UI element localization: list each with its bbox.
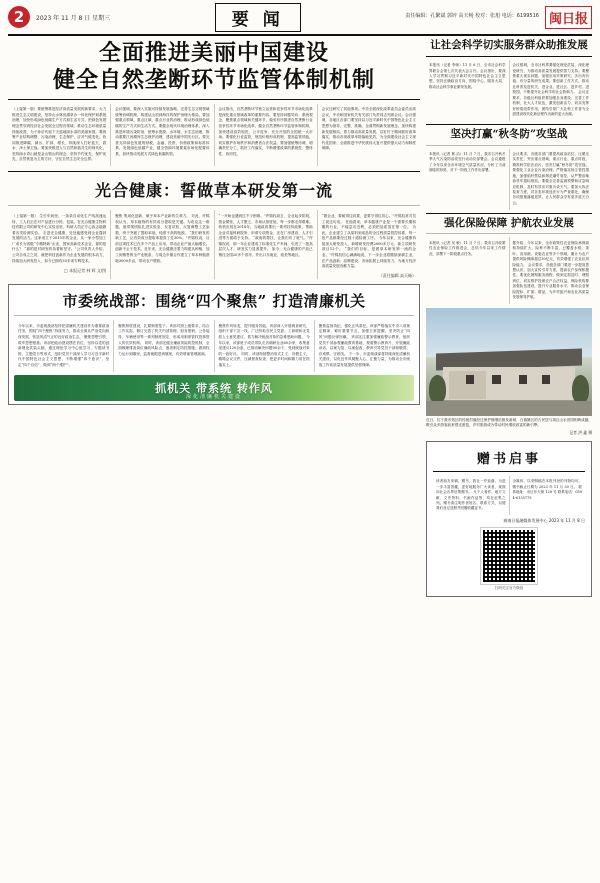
right-paragraph: 本报讯（记者 李师）11 月 6 日，全市社会科学界联合会第七次代表大会召开。会议指出，要深入学习贯彻习近平新时代中国特色社会主义思想，坚持正确政治方向，围绕中心、服务大局，推动社会科学事业繁荣发展。 <box>429 63 506 89</box>
right-paragraph: 会议要求，各级各部门要提高政治站位，压紧压实责任，突出重点领域、重点行业、重点时段，精准科学依法治污，坚决打赢“秋冬防”攻坚战。要强化工业企业污染治理，严格落实扬尘管控措施，加强秸秆禁烧和烟花爆竹管控，从严整治柴油货车超标排放。要健全完善监测预警和应急响应机制，及时有效应对重污染天气。要加大执法检查力度，对各类环境违法行为严查重处，确保各项措施落地见效，让人民群众享有更多蓝天白云。 <box>512 152 589 205</box>
photo-tree-shape <box>572 375 589 403</box>
right-paragraph: 本报讯（记者 林 洁）11 月 7 日，我市召开秋冬季大气污染防治攻坚行动动员部署会。会议通报了今年以来全市环境空气质量状况，分析了当前面临的形势，对下一阶段工作作出部署。 <box>429 152 506 173</box>
qr-caption: 扫码关注官方微信 <box>494 586 524 591</box>
feature-byline: □ 本报记者 林 辉 文/图 <box>64 267 107 273</box>
right-article-3 <box>426 217 592 304</box>
lead-body-columns <box>8 104 420 167</box>
photo-credit: 记者 洪 鑫 摄 <box>569 429 592 435</box>
feature-headline: 光合健康：誓做草本研发第一流 <box>94 181 333 201</box>
feature-paragraph: 聚焦 集成化创新，赋予草本产业新的生命力。 对此，许锦权认为，草本植物的有效成分提取是关键。为攻克这一难题，他带领团队扎进实验室，反复试验、反复调整工艺参数，终于突破了提取率低、纯度不高的瓶颈。 “我们研发的新工艺，让有效成分提取率提高了近30%。”许锦权说，目前这项技术已在多个产品上应用，带动企业产值大幅增长。 创新不止于技术。近年来，光合健康还着力构建从种植、加工到销售的全产业链条，与周边乡镇合作建立了草本种植基地3000多亩，带动农户增收。 <box>115 214 210 263</box>
divider <box>8 205 420 206</box>
photo-ground-shape <box>426 401 592 416</box>
notice-paragraph: 读者朋友来稿、赠书，我社一并致谢。为进一步丰富馆藏，更好地服务广大读者，现面向社会各界征集赠书。 凡个人著作、地方文献、文史资料、书画作品等，均在征集之列。赠书请注明作者姓名、联系方式，以便我们登记造册并回赠收藏证书。 <box>436 479 506 511</box>
bottom-paragraph: 聚焦制度建设，扎紧制度笼子。该部对照上级要求，结合工作实际，修订完善了机关内部管理、财务报销、公务接待、车辆使用等一系列制度规定，形成用制度管权管事管人的长效机制。 同时，该部还健全廉政风险防控机制，全面梳理排查岗位廉政风险点，逐项制定防控措施，做到权力运行到哪里，监督就跟进到哪里，有效堵塞管理漏洞。 <box>118 323 210 356</box>
bottom-article <box>8 284 420 405</box>
feature-signature: （责任编辑 高天畅） <box>378 273 416 279</box>
photo-window-shape <box>542 375 550 384</box>
masthead <box>8 0 592 36</box>
bottom-paragraph: 聚焦监督执纪，强化正风肃纪。该部严格落实中央八项规定精神，紧盯重要节点，加强日常提醒，坚决防止“四风”问题反弹回潮。 该部还注重加强廉政警示教育，组织党员干部参观廉政教育基地、观看警示教育片、开展廉政谈话，以案为鉴、以案促改，教育引导党员干部知敬畏、存戒惧、守底线。 下一步，市委统战部将持续深化清廉机关建设，以优良作风凝聚人心、汇聚力量，为推动全市统战工作高质量发展提供坚强保障。 <box>318 323 410 367</box>
photo-window-shape <box>492 375 500 384</box>
masthead-section <box>110 3 405 32</box>
divider <box>426 145 592 146</box>
notice-box <box>426 441 592 598</box>
divider <box>426 124 592 125</box>
photo-caption: 近日，位于我市郊区的传统村落经过保护修缮后焕发新颜，白墙黛瓦的古民居与周边山水田园相映成趣，吸引众多游客前来观光游览，乡村旅游成为带动村民增收致富的新引擎。 <box>426 418 592 428</box>
banner-sub-text: 深化清廉机关建设 <box>185 393 242 400</box>
page-body <box>8 36 592 879</box>
feature-article <box>8 178 420 279</box>
feature-paragraph: “做企业，要耐得住寂寞，更要守得住初心。”许锦权常对员工说这句话。 在他看来，草本健康产业是一个需要长期积累的行业，不能急功近利，必须把品质放在第一位。 为此，企业建立了从原料到成品的全过程质量管控体系，每一批产品都要经过数十道检测工序。 今年以来，光合健康持续加大研发投入，新增研发经费2000多万元，新立项研发项目12个。 “我们的目标，是做草本研发第一流的企业。”许锦权信心满满地说，下一步企业将继续深耕主业，在产品创新、品牌建设、市场拓展上持续发力，为地方经济高质量发展贡献力量。 <box>321 214 416 269</box>
section-title: 要 闻 <box>215 3 301 32</box>
right-article-1-columns <box>426 60 592 121</box>
left-column-area <box>8 36 420 879</box>
notice-paragraph: 全媒体、以采购稿在本报刊登的刊物均可。 赠书截止日期为 2023 年 11 月 30 日。 联系地址：市区东大街 128 号 联系电话：0594-6135779 <box>512 479 582 500</box>
right-paragraph: 会议强调，全市社科界要强化理论武装，深化理论研究，为推动高质量发展提供智力支持。要聚焦重大现实问题，加强应用对策研究，多出有价值、有分量的研究成果。要创新工作方式，推动社科普及进机关、进企业、进社区、进乡村、进校园，不断提升社会科学的社会影响力。 会议还要求，各级社科组织要加强自身建设，完善工作机制，壮大人才队伍，激发创新活力，切实发挥好桥梁纽带作用，团结引领广大社科工作者为全面建设现代化新征程作出新的更大贡献。 <box>512 63 589 116</box>
divider <box>426 56 592 57</box>
right-article-3-columns <box>426 237 592 304</box>
feature-paragraph: （上接第一版） 生长车间里，一条条自动化生产线高速运转，工人们正在对产品进行分拣、包装。在光合健康生物科技有限公司的研发中心实验室里，科研人员正专心致志地做着各类检测实验。 走进光合健康，处处能感受到企业蓬勃发展的活力。这家成立于2015年的企业，从一家小型加工厂成长为省级“专精特新”企业、国家高新技术企业，靠的是什么？ “靠的是对研发的执着和坚守。”公司负责人介绍，公司自成立之初，就把科技创新作为企业发展的根本动力，持续加大研发投入，如今已拥有30多项专利技术。 <box>12 214 107 263</box>
divider <box>426 213 592 214</box>
photo-tree-shape <box>429 375 446 403</box>
divider <box>8 171 420 172</box>
lead-article <box>8 36 420 166</box>
right-article-1-headline: 让社会科学切实服务群众助推发展 <box>430 39 588 51</box>
right-article-1 <box>426 39 592 121</box>
notice-columns <box>433 476 585 516</box>
lead-headline-line2: 健全自然垄断环节监管体制机制 <box>52 66 375 93</box>
right-article-2-columns <box>426 149 592 210</box>
divider <box>433 471 585 472</box>
bottom-article-columns <box>14 320 414 372</box>
lead-headline <box>8 40 420 94</box>
lead-paragraph: 会议指出，自然垄断环节独立运营和竞争性环节市场化改革是深化重点领域改革的重要内容。要坚持问题导向、系统观念，聚焦重点领域和关键环节，稳妥有序推进自然垄断行业竞争性环节市场化改革，健全自然垄断环节监管体制机制，加快建设高效规范、公平竞争、充分开放的全国统一大市场。要强化行业监管，规范价格形成机制，提高监管效能，切实维护市场秩序和消费者合法权益。要加强统筹协调，明确责任分工，抓好工作落实，不断增强改革的系统性、整体性、协同性。 <box>218 107 313 156</box>
feature-paragraph: “一开始也遇到过不少困难。”许锦权坦言，企业起步阶段，资金紧张、人才匮乏、市场认知度低，每一步都走得艰难。 转机出现在2018年。当地政府推出一系列扶持政策，帮助企业对接科研院所、申请专项资金，还在厂房建设、人才引进等方面给予支持。 “政府的帮扶，让我们有了底气。”许锦权说，那一年企业建成了标准化生产车间，引进了一批高层次人才，研发实力显著提升。 如今，光合健康的产品已销往全国20多个省市，并出口东南亚、欧美等地区。 <box>218 214 313 257</box>
lead-headline-line1: 全面推进美丽中国建设 <box>98 40 329 66</box>
newspaper-logo: 闽日报 <box>545 6 592 29</box>
masthead-contact: 责任编辑：孔繁斌 郭锌 高天畅 校对：张旭 电话：6199516 <box>405 13 539 20</box>
bottom-paragraph: 聚焦作风转变，提升服务效能。该部深入开展调查研究，组织干部下沉一线，广泛听取各民主党派、工商联和无党派人士意见建议，着力解决统战对象的急难愁盼问题。 今年以来，该部班子成员带队走访调研企业60余家，收集意见建议120余条，已推动解决问题90余个，受到统战对象的一致好评。 同时，该部持续整治形式主义、官僚主义，精简会议文件，压减督查检查，把更多时间和精力用在抓落实上。 <box>218 323 310 367</box>
lead-paragraph: （上接第一版）要统筹推进经济高质量发展的新要求，大力推进生态文明建设，坚持山水林田湖草沙一体化保护和系统治理，加快形成绿色低碳生产方式和生活方式，把绿色发展理念贯穿到经济社会发展全过程各领域，推动生态环境质量持续改善，为子孙后代留下天蓝地绿水清的美丽家园。要统筹产业结构调整、污染治理、生态保护、应对气候变化，协同推进降碳、减污、扩绿、增长，持续深入打好蓝天、碧水、净土保卫战。要加快推进人与自然和谐共生的现代化，坚持绿水青山就是金山银山的理念，坚持节约优先、保护优先、自然恢复为主的方针，守住自然生态安全边界。 <box>12 107 107 162</box>
banner-main-text: 抓机关 带系统 转作风 <box>155 381 273 395</box>
divider <box>14 315 414 316</box>
bottom-article-headline: 市委统战部：围绕“四个聚焦” 打造清廉机关 <box>62 292 366 311</box>
page-number-badge: 2 <box>8 6 30 28</box>
news-photo <box>426 308 592 416</box>
photo-window-shape <box>519 375 527 384</box>
photo-window-shape <box>466 375 474 384</box>
right-column-area <box>426 36 592 879</box>
lead-paragraph: 会议还研究了其他事项。中央全面深化改革委员会委员出席会议，中央和国家机关有关部门负责同志列席会议。会议强调，各地区各部门要坚持以习近平新时代中国特色社会主义思想为指导，完整、准确、全面贯彻新发展理念，加快构建新发展格局，着力推动高质量发展，以钉钉子精神抓好改革落实，推动各项改革举措落地见效，为全面建设社会主义现代化国家、全面推进中华民族伟大复兴提供强大动力和制度保障。 <box>321 107 416 151</box>
masthead-right <box>405 6 592 29</box>
notice-signature: 闽南日报融媒体发展中心 2023 年 11 月 8 日 <box>503 518 585 524</box>
qr-code-icon <box>481 528 537 584</box>
campaign-banner <box>14 375 414 401</box>
bottom-paragraph: 今年以来，市委统战部坚持把清廉机关建设作为重要政治任务，围绕“四个聚焦”持续发力，推动全面从严治党向纵深发展，营造风清气正的良好政治生态。 聚焦思想引领，筑牢思想根基。该部把政治建设摆在首位，坚持以党的创新理论武装头脑，通过理论学习中心组学习、专题读书班、主题党日等形式，组织党员干部深入学习习近平新时代中国特色社会主义思想，不断增强“四个意识”、坚定“四个自信”、做到“两个维护”。 <box>18 323 110 367</box>
notice-title: 赠书启事 <box>476 451 541 467</box>
masthead-date: 2023 年 11 月 8 日 星期三 <box>36 14 111 22</box>
right-article-2 <box>426 128 592 210</box>
right-paragraph: 本报讯（记者 吴 敏）11 月 7 日，我市召开政策性农业保险工作推进会，总结今年以来工作情况，部署下一阶段重点任务。 <box>429 240 506 256</box>
feature-body-columns <box>8 210 420 279</box>
right-article-2-headline: 坚决打赢“秋冬防”攻坚战 <box>450 127 568 140</box>
divider <box>426 233 592 234</box>
right-article-3-headline: 强化保险保障 护航农业发展 <box>444 216 574 229</box>
right-paragraph: 据介绍，今年以来，全市政策性农业保险承保面积持续扩大，险种不断丰富，已覆盖水稻、茶叶、食用菌、设施农业等多个领域，累计为农户提供风险保障超过30亿元，有效增强了农业抗风险能力。 会议要求，各级各部门要进一步提高思想认识，加大宣传引导力度，提高农户参保积极性。要优化理赔服务流程，做到定损及时、理赔到位，切实维护投保农户合法权益。保险机构要加强队伍建设，提升专业服务水平，推动农业保险提标、扩面、增品，为乡村振兴和农业高质量发展保驾护航。 <box>512 240 589 300</box>
lead-paragraph: 会议强调，要深入实施可持续发展战略，完善生态文明领域统筹协调机制，构建从山顶到海洋的保护治理大格局。要加强重点领域、重点区域、重点行业的治理，推动形成绿色低碳的生产方式和生活方式。要健全现代环境治理体系，深入推进环境污染防治，统筹水资源、水环境、水生态治理，推动重要江河湖库生态保护治理，建设美丽中国先行区。要完善支持绿色发展的财税、金融、投资、价格政策和标准体系，发展绿色低碳产业，健全资源环境要素市场化配置体系，加快推动发展方式绿色低碳转型。 <box>115 107 210 156</box>
divider <box>8 99 420 100</box>
